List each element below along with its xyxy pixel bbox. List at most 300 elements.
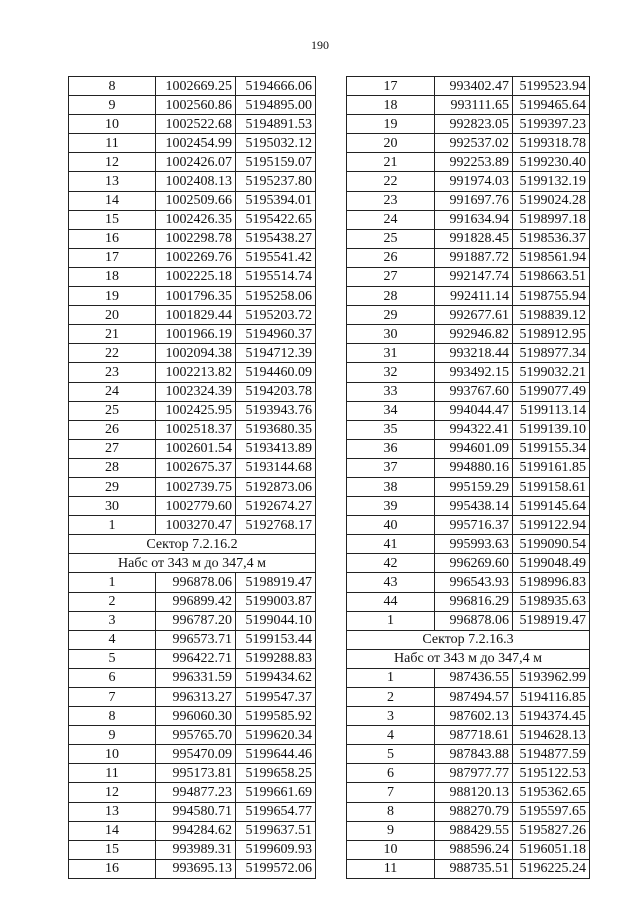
point-number: 25 — [347, 229, 435, 248]
point-number: 35 — [347, 420, 435, 439]
point-number: 4 — [347, 726, 435, 745]
point-number: 18 — [69, 267, 156, 286]
y-coordinate: 5195362.65 — [513, 783, 590, 802]
point-number: 13 — [69, 802, 156, 821]
y-coordinate: 5199434.62 — [236, 668, 316, 687]
y-coordinate: 5192768.17 — [236, 516, 316, 535]
y-coordinate: 5195032.12 — [236, 134, 316, 153]
x-coordinate: 992946.82 — [435, 325, 513, 344]
y-coordinate: 5199048.49 — [513, 554, 590, 573]
table-row — [347, 840, 590, 859]
point-number: 33 — [347, 382, 435, 401]
point-number: 1 — [69, 573, 156, 592]
sector-depth-row — [69, 554, 316, 573]
point-number: 41 — [347, 535, 435, 554]
table-row — [69, 745, 316, 764]
point-number: 28 — [69, 458, 156, 477]
table-row — [69, 382, 316, 401]
point-number: 38 — [347, 477, 435, 496]
y-coordinate: 5194960.37 — [236, 325, 316, 344]
point-number: 32 — [347, 363, 435, 382]
table-row — [347, 287, 590, 306]
table-row — [347, 745, 590, 764]
x-coordinate: 1002518.37 — [156, 420, 236, 439]
table-row — [69, 287, 316, 306]
table-row — [347, 153, 590, 172]
point-number: 3 — [347, 707, 435, 726]
x-coordinate: 995765.70 — [156, 726, 236, 745]
table-row — [347, 688, 590, 707]
x-coordinate: 991974.03 — [435, 172, 513, 191]
point-number: 22 — [347, 172, 435, 191]
point-number: 20 — [69, 306, 156, 325]
x-coordinate: 996878.06 — [435, 611, 513, 630]
point-number: 10 — [69, 745, 156, 764]
table-row — [69, 115, 316, 134]
table-row — [69, 516, 316, 535]
table-row — [69, 420, 316, 439]
x-coordinate: 1002426.35 — [156, 210, 236, 229]
y-coordinate: 5198977.34 — [513, 344, 590, 363]
table-row — [69, 229, 316, 248]
y-coordinate: 5199523.94 — [513, 77, 590, 96]
y-coordinate: 5199654.77 — [236, 802, 316, 821]
x-coordinate: 1002669.25 — [156, 77, 236, 96]
y-coordinate: 5199032.21 — [513, 363, 590, 382]
x-coordinate: 992411.14 — [435, 287, 513, 306]
y-coordinate: 5198912.95 — [513, 325, 590, 344]
point-number: 11 — [69, 134, 156, 153]
y-coordinate: 5195597.65 — [513, 802, 590, 821]
y-coordinate: 5199139.10 — [513, 420, 590, 439]
x-coordinate: 993989.31 — [156, 840, 236, 859]
table-row — [347, 229, 590, 248]
table-row — [69, 726, 316, 745]
x-coordinate: 994880.16 — [435, 458, 513, 477]
table-row — [69, 764, 316, 783]
point-number: 29 — [69, 477, 156, 496]
table-row — [347, 497, 590, 516]
x-coordinate: 993111.65 — [435, 96, 513, 115]
point-number: 29 — [347, 306, 435, 325]
table-row — [347, 267, 590, 286]
point-number: 23 — [69, 363, 156, 382]
table-row — [347, 668, 590, 687]
y-coordinate: 5199609.93 — [236, 840, 316, 859]
x-coordinate: 995438.14 — [435, 497, 513, 516]
y-coordinate: 5194203.78 — [236, 382, 316, 401]
x-coordinate: 994580.71 — [156, 802, 236, 821]
table-row — [347, 401, 590, 420]
point-number: 30 — [69, 497, 156, 516]
table-row — [347, 172, 590, 191]
y-coordinate: 5199318.78 — [513, 134, 590, 153]
table-row — [69, 668, 316, 687]
x-coordinate: 1002454.99 — [156, 134, 236, 153]
point-number: 16 — [69, 229, 156, 248]
point-number: 31 — [347, 344, 435, 363]
point-number: 40 — [347, 516, 435, 535]
x-coordinate: 1002094.38 — [156, 344, 236, 363]
table-row — [347, 420, 590, 439]
y-coordinate: 5194712.39 — [236, 344, 316, 363]
table-row — [347, 458, 590, 477]
y-coordinate: 5193144.68 — [236, 458, 316, 477]
y-coordinate: 5195122.53 — [513, 764, 590, 783]
table-row — [347, 802, 590, 821]
x-coordinate: 996573.71 — [156, 630, 236, 649]
x-coordinate: 1002675.37 — [156, 458, 236, 477]
x-coordinate: 1002739.75 — [156, 477, 236, 496]
point-number: 8 — [347, 802, 435, 821]
table-row — [347, 573, 590, 592]
x-coordinate: 995470.09 — [156, 745, 236, 764]
x-coordinate: 994877.23 — [156, 783, 236, 802]
sector-title: Сектор 7.2.16.3 — [347, 630, 590, 649]
point-number: 9 — [69, 726, 156, 745]
table-row — [69, 134, 316, 153]
table-row — [69, 802, 316, 821]
x-coordinate: 1002225.18 — [156, 267, 236, 286]
table-row — [347, 764, 590, 783]
x-coordinate: 987977.77 — [435, 764, 513, 783]
y-coordinate: 5199230.40 — [513, 153, 590, 172]
table-row — [347, 344, 590, 363]
y-coordinate: 5195203.72 — [236, 306, 316, 325]
x-coordinate: 993767.60 — [435, 382, 513, 401]
x-coordinate: 992147.74 — [435, 267, 513, 286]
x-coordinate: 1003270.47 — [156, 516, 236, 535]
point-number: 6 — [69, 668, 156, 687]
table-row — [69, 153, 316, 172]
x-coordinate: 996422.71 — [156, 649, 236, 668]
table-row — [347, 477, 590, 496]
point-number: 1 — [347, 668, 435, 687]
point-number: 23 — [347, 191, 435, 210]
point-number: 4 — [69, 630, 156, 649]
point-number: 8 — [69, 707, 156, 726]
x-coordinate: 995173.81 — [156, 764, 236, 783]
y-coordinate: 5199158.61 — [513, 477, 590, 496]
x-coordinate: 1002560.86 — [156, 96, 236, 115]
y-coordinate: 5195514.74 — [236, 267, 316, 286]
y-coordinate: 5199397.23 — [513, 115, 590, 134]
y-coordinate: 5199572.06 — [236, 859, 316, 878]
point-number: 26 — [347, 248, 435, 267]
point-number: 8 — [69, 77, 156, 96]
x-coordinate: 1002522.68 — [156, 115, 236, 134]
table-row — [347, 191, 590, 210]
sector-depth: Набс от 343 м до 347,4 м — [347, 649, 590, 668]
x-coordinate: 988429.55 — [435, 821, 513, 840]
point-number: 37 — [347, 458, 435, 477]
point-number: 12 — [69, 783, 156, 802]
x-coordinate: 1002269.76 — [156, 248, 236, 267]
sector-title-row — [347, 630, 590, 649]
point-number: 42 — [347, 554, 435, 573]
point-number: 11 — [347, 859, 435, 878]
y-coordinate: 5193962.99 — [513, 668, 590, 687]
table-row — [69, 96, 316, 115]
point-number: 10 — [347, 840, 435, 859]
x-coordinate: 987718.61 — [435, 726, 513, 745]
y-coordinate: 5194116.85 — [513, 688, 590, 707]
point-number: 34 — [347, 401, 435, 420]
y-coordinate: 5194374.45 — [513, 707, 590, 726]
point-number: 27 — [69, 439, 156, 458]
y-coordinate: 5194628.13 — [513, 726, 590, 745]
y-coordinate: 5195541.42 — [236, 248, 316, 267]
point-number: 21 — [347, 153, 435, 172]
y-coordinate: 5195237.80 — [236, 172, 316, 191]
y-coordinate: 5199465.64 — [513, 96, 590, 115]
x-coordinate: 987602.13 — [435, 707, 513, 726]
y-coordinate: 5194877.59 — [513, 745, 590, 764]
y-coordinate: 5192674.27 — [236, 497, 316, 516]
y-coordinate: 5198839.12 — [513, 306, 590, 325]
point-number: 22 — [69, 344, 156, 363]
y-coordinate: 5196051.18 — [513, 840, 590, 859]
table-row — [347, 439, 590, 458]
point-number: 24 — [347, 210, 435, 229]
point-number: 30 — [347, 325, 435, 344]
y-coordinate: 5199288.83 — [236, 649, 316, 668]
table-row — [347, 248, 590, 267]
table-row — [347, 707, 590, 726]
point-number: 14 — [69, 821, 156, 840]
table-row — [69, 363, 316, 382]
y-coordinate: 5199637.51 — [236, 821, 316, 840]
point-number: 6 — [347, 764, 435, 783]
table-row — [347, 325, 590, 344]
table-row — [69, 439, 316, 458]
x-coordinate: 994284.62 — [156, 821, 236, 840]
x-coordinate: 994044.47 — [435, 401, 513, 420]
point-number: 7 — [347, 783, 435, 802]
sector-title-row — [69, 535, 316, 554]
x-coordinate: 1002213.82 — [156, 363, 236, 382]
x-coordinate: 996816.29 — [435, 592, 513, 611]
x-coordinate: 996269.60 — [435, 554, 513, 573]
y-coordinate: 5198755.94 — [513, 287, 590, 306]
x-coordinate: 993695.13 — [156, 859, 236, 878]
y-coordinate: 5198561.94 — [513, 248, 590, 267]
y-coordinate: 5198663.51 — [513, 267, 590, 286]
y-coordinate: 5199145.64 — [513, 497, 590, 516]
x-coordinate: 996899.42 — [156, 592, 236, 611]
x-coordinate: 994601.09 — [435, 439, 513, 458]
x-coordinate: 1002324.39 — [156, 382, 236, 401]
point-number: 36 — [347, 439, 435, 458]
x-coordinate: 1002425.95 — [156, 401, 236, 420]
table-row — [69, 325, 316, 344]
table-row — [347, 535, 590, 554]
point-number: 2 — [347, 688, 435, 707]
y-coordinate: 5194895.00 — [236, 96, 316, 115]
y-coordinate: 5199155.34 — [513, 439, 590, 458]
y-coordinate: 5199547.37 — [236, 688, 316, 707]
point-number: 44 — [347, 592, 435, 611]
point-number: 5 — [69, 649, 156, 668]
x-coordinate: 994322.41 — [435, 420, 513, 439]
table-row — [69, 859, 316, 878]
y-coordinate: 5199090.54 — [513, 535, 590, 554]
table-row — [69, 611, 316, 630]
y-coordinate: 5192873.06 — [236, 477, 316, 496]
x-coordinate: 991828.45 — [435, 229, 513, 248]
y-coordinate: 5199077.49 — [513, 382, 590, 401]
y-coordinate: 5199658.25 — [236, 764, 316, 783]
point-number: 1 — [347, 611, 435, 630]
x-coordinate: 991697.76 — [435, 191, 513, 210]
x-coordinate: 996543.93 — [435, 573, 513, 592]
x-coordinate: 1002779.60 — [156, 497, 236, 516]
y-coordinate: 5198935.63 — [513, 592, 590, 611]
y-coordinate: 5199585.92 — [236, 707, 316, 726]
y-coordinate: 5195827.26 — [513, 821, 590, 840]
table-row — [69, 783, 316, 802]
table-row — [69, 573, 316, 592]
point-number: 19 — [347, 115, 435, 134]
point-number: 14 — [69, 191, 156, 210]
table-row — [69, 77, 316, 96]
x-coordinate: 996787.20 — [156, 611, 236, 630]
x-coordinate: 992823.05 — [435, 115, 513, 134]
point-number: 5 — [347, 745, 435, 764]
x-coordinate: 987494.57 — [435, 688, 513, 707]
point-number: 9 — [347, 821, 435, 840]
table-row — [69, 210, 316, 229]
x-coordinate: 1002426.07 — [156, 153, 236, 172]
table-row — [69, 688, 316, 707]
table-row — [347, 554, 590, 573]
y-coordinate: 5195258.06 — [236, 287, 316, 306]
table-row — [69, 248, 316, 267]
point-number: 43 — [347, 573, 435, 592]
table-row — [69, 344, 316, 363]
point-number: 10 — [69, 115, 156, 134]
y-coordinate: 5195438.27 — [236, 229, 316, 248]
point-number: 24 — [69, 382, 156, 401]
x-coordinate: 995993.63 — [435, 535, 513, 554]
y-coordinate: 5194460.09 — [236, 363, 316, 382]
x-coordinate: 992677.61 — [435, 306, 513, 325]
x-coordinate: 996331.59 — [156, 668, 236, 687]
y-coordinate: 5199024.28 — [513, 191, 590, 210]
table-row — [69, 458, 316, 477]
coordinates-table-left — [68, 76, 316, 879]
x-coordinate: 1002509.66 — [156, 191, 236, 210]
table-row — [69, 840, 316, 859]
x-coordinate: 991634.94 — [435, 210, 513, 229]
point-number: 28 — [347, 287, 435, 306]
x-coordinate: 993492.15 — [435, 363, 513, 382]
point-number: 17 — [347, 77, 435, 96]
point-number: 11 — [69, 764, 156, 783]
table-row — [347, 115, 590, 134]
x-coordinate: 988735.51 — [435, 859, 513, 878]
x-coordinate: 988120.13 — [435, 783, 513, 802]
table-row — [347, 96, 590, 115]
table-row — [69, 477, 316, 496]
x-coordinate: 993218.44 — [435, 344, 513, 363]
point-number: 3 — [69, 611, 156, 630]
x-coordinate: 988270.79 — [435, 802, 513, 821]
point-number: 26 — [69, 420, 156, 439]
x-coordinate: 1001796.35 — [156, 287, 236, 306]
table-row — [69, 649, 316, 668]
table-row — [69, 497, 316, 516]
x-coordinate: 992253.89 — [435, 153, 513, 172]
y-coordinate: 5193943.76 — [236, 401, 316, 420]
point-number: 18 — [347, 96, 435, 115]
table-row — [69, 306, 316, 325]
y-coordinate: 5199113.14 — [513, 401, 590, 420]
table-row — [69, 592, 316, 611]
point-number: 9 — [69, 96, 156, 115]
x-coordinate: 995159.29 — [435, 477, 513, 496]
point-number: 25 — [69, 401, 156, 420]
table-row — [69, 401, 316, 420]
y-coordinate: 5199661.69 — [236, 783, 316, 802]
y-coordinate: 5193413.89 — [236, 439, 316, 458]
table-row — [347, 592, 590, 611]
y-coordinate: 5195422.65 — [236, 210, 316, 229]
y-coordinate: 5198996.83 — [513, 573, 590, 592]
y-coordinate: 5194891.53 — [236, 115, 316, 134]
table-row — [347, 859, 590, 878]
y-coordinate: 5195159.07 — [236, 153, 316, 172]
point-number: 7 — [69, 688, 156, 707]
table-row — [69, 267, 316, 286]
x-coordinate: 996060.30 — [156, 707, 236, 726]
point-number: 2 — [69, 592, 156, 611]
y-coordinate: 5195394.01 — [236, 191, 316, 210]
y-coordinate: 5194666.06 — [236, 77, 316, 96]
point-number: 20 — [347, 134, 435, 153]
table-row — [347, 306, 590, 325]
y-coordinate: 5199044.10 — [236, 611, 316, 630]
point-number: 12 — [69, 153, 156, 172]
y-coordinate: 5199644.46 — [236, 745, 316, 764]
sector-title: Сектор 7.2.16.2 — [69, 535, 316, 554]
table-row — [347, 821, 590, 840]
table-row — [347, 516, 590, 535]
table-row — [69, 172, 316, 191]
table-row — [347, 363, 590, 382]
table-row — [347, 210, 590, 229]
point-number: 19 — [69, 287, 156, 306]
x-coordinate: 996878.06 — [156, 573, 236, 592]
y-coordinate: 5196225.24 — [513, 859, 590, 878]
table-row — [69, 821, 316, 840]
x-coordinate: 1001966.19 — [156, 325, 236, 344]
y-coordinate: 5199620.34 — [236, 726, 316, 745]
x-coordinate: 1002601.54 — [156, 439, 236, 458]
x-coordinate: 1001829.44 — [156, 306, 236, 325]
x-coordinate: 992537.02 — [435, 134, 513, 153]
table-row — [347, 382, 590, 401]
sector-depth: Набс от 343 м до 347,4 м — [69, 554, 316, 573]
x-coordinate: 991887.72 — [435, 248, 513, 267]
table-row — [347, 783, 590, 802]
x-coordinate: 1002298.78 — [156, 229, 236, 248]
point-number: 17 — [69, 248, 156, 267]
x-coordinate: 995716.37 — [435, 516, 513, 535]
y-coordinate: 5199003.87 — [236, 592, 316, 611]
y-coordinate: 5199132.19 — [513, 172, 590, 191]
y-coordinate: 5199122.94 — [513, 516, 590, 535]
